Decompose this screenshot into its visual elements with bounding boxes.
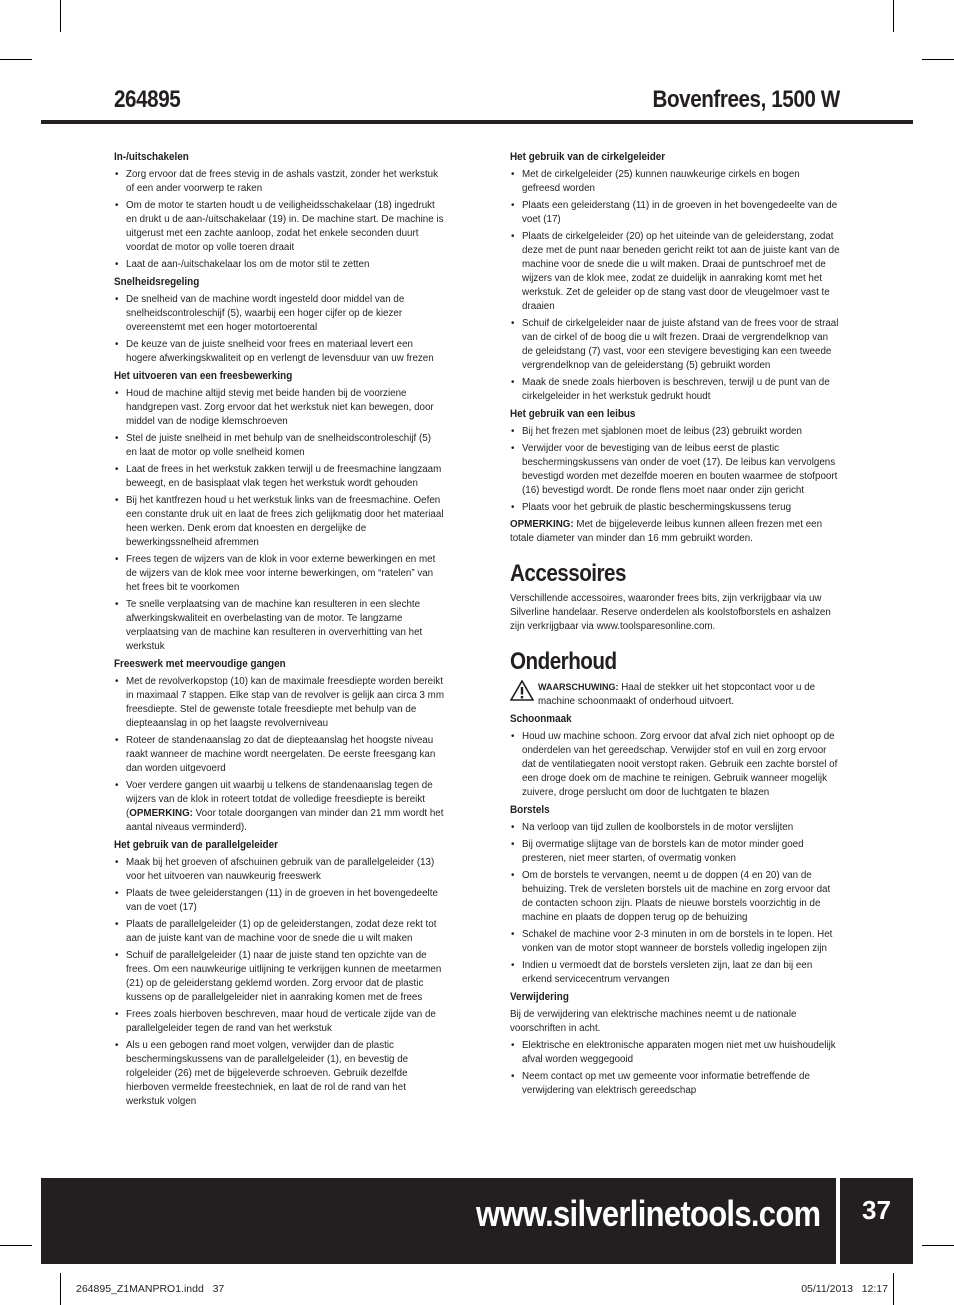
- section-heading: Snelheidsregeling: [114, 276, 200, 288]
- note-text: Met de bijgeleverde leibus kunnen alleen frezen met een totale diameter van minder dan 16 mm gebruikt worden.: [510, 519, 823, 544]
- list-item-text: Voer verdere gangen uit waarbij u telkens de standenaanslag tegen de wijzers van de klok in roteert totdat de volledige freesdiepte is bereikt (: [126, 780, 433, 819]
- page-number: 37: [862, 1195, 891, 1225]
- list-item: • Houd uw machine schoon. Zorg ervoor dat afval zich niet ophoopt op de onderdelen van het gereedschap. Verwijder stof en vuil en zorg ervoor dat de ventilatiegaten nooit verstopt raken. Gebruik een zachte borstel of een droge doek om de machine te reinigen. Gebruik wanneer mogelijk zuivere, droge perslucht om door de luchtgaten te blazen: [510, 730, 840, 800]
- warning-box: [510, 680, 840, 709]
- list-item: • Schakel de machine voor 2-3 minuten in om de borstels in te lopen. Het vonken van de motor stopt wanneer de borstels volledig ingelopen zijn: [510, 928, 840, 956]
- bullet-list: [510, 821, 840, 987]
- note-paragraph: [510, 518, 840, 546]
- accessoires-text: Verschillende accessoires, waaronder frees bits, zijn verkrijgbaar via uw Silverline handelaar. Reserve onderdelen als koolstofborstels en ashalzen zijn verkrijgbaar via www.toolsparesonline.com.: [510, 593, 831, 632]
- list-item-text: Voor totale doorgangen van minder dan 21 mm wordt het aantal niveaus verminderd).: [126, 808, 444, 833]
- list-item: • Bij het frezen met sjablonen moet de leibus (23) gebruikt worden: [510, 425, 840, 439]
- list-item: • Stel de juiste snelheid in met behulp van de snelheidscontroleschijf (5) en laat de motor op volle snelheid komen: [114, 432, 444, 460]
- list-item: • Met de revolverkopstop (10) kan de maximale freesdiepte worden bereikt in maximaal 7 stappen. Elke stap van de revolver is gelijk aan circa 3 mm freesdiepte. Stel de gewenste totale freesdiepte met behulp van de diepteaanslag in op het laagste revolverniveau: [114, 675, 444, 731]
- footer-bar: [41, 1178, 836, 1264]
- list-item: • Neem contact op met uw gemeente voor informatie betreffende de verwijdering van elektrisch gereedschap: [510, 1070, 840, 1098]
- list-item: • Plaats de twee geleiderstangen (11) in de groeven in het bovengedeelte van de voet (17): [114, 887, 444, 915]
- crop-mark: [60, 1273, 61, 1305]
- list-item: • Houd de machine altijd stevig met beide handen bij de voorziene handgrepen vast. Zorg ervoor dat het werkstuk niet kan bewegen, door middel van de nodige klemschroeven: [114, 387, 444, 429]
- onderhoud-heading: Onderhoud: [510, 648, 617, 675]
- list-item: • Verwijder voor de bevestiging van de leibus eerst de plastic beschermingskussens van onder de voet (17). De leibus kan vervolgens bevestigd worden met dezelfde moeren en bouten waarmee de stofpoort (16) bevestigd wordt. De ronde flens moet naar onder zijn gericht: [510, 442, 840, 498]
- list-item: • Schuif de cirkelgeleider naar de juiste afstand van de frees voor de straal van de cirkel of de boog die u wilt frezen. Draai de vergrendelknop van de geleidstang (7) vast, voor een stevigere bevestiging kan een tweede vergrendelknop van de geleiderstang (5) gebruikt worden: [510, 317, 840, 373]
- list-item: • Frees tegen de wijzers van de klok in voor externe bewerkingen en met de wijzers van de klok mee voor interne bewerkingen, om “ratelen” van het frees bit te voorkomen: [114, 553, 444, 595]
- product-code: 264895: [114, 86, 181, 113]
- bullet-list: [510, 168, 840, 404]
- list-item: • Plaats een geleiderstang (11) in de groeven in het bovengedeelte van de voet (17): [510, 199, 840, 227]
- note-label: OPMERKING:: [510, 519, 574, 530]
- crop-mark: [893, 0, 894, 32]
- list-item: • Als u een gebogen rand moet volgen, verwijder dan de plastic beschermingskussens van de parallelgeleider (1), en bevestig de rolgeleider (26) met de bijgeleverde schroeven. Gebruik dezelfde hierboven vermelde freestechniek, en laat de rol de rand van het werkstuk volgen: [114, 1039, 444, 1109]
- right-column: [510, 150, 840, 1101]
- bullet-list: [114, 387, 444, 654]
- crop-mark: [922, 1245, 954, 1246]
- bullet-list: [114, 168, 444, 272]
- bullet-list: [114, 293, 444, 366]
- section-heading: Het gebruik van de parallelgeleider: [114, 839, 278, 851]
- warning-label: WAARSCHUWING:: [538, 682, 619, 692]
- page-title: Bovenfrees, 1500 W: [652, 86, 840, 113]
- bullet-list: [114, 675, 444, 835]
- list-item: • Om de motor te starten houdt u de veiligheidsschakelaar (18) ingedrukt en drukt u de aan-/uitschakelaar (19) in. De machine start. De machine is uitgerust met een zachte aanloop, zodat het enkele seconden duurt voordat de motor op volle toeren draait: [114, 199, 444, 255]
- page-number-box: [840, 1178, 913, 1264]
- warning-text: Haal de stekker uit het stopcontact voor u de machine schoonmaakt of onderhoud uitvoert.: [538, 682, 816, 707]
- list-item: • Elektrische en elektronische apparaten mogen niet met uw huishoudelijk afval worden weggegooid: [510, 1039, 840, 1067]
- website-link[interactable]: www.silverlinetools.com: [475, 1193, 820, 1234]
- list-item: • Plaats voor het gebruik de plastic beschermingskussens terug: [510, 501, 840, 515]
- crop-mark: [60, 0, 61, 32]
- crop-mark: [0, 59, 32, 60]
- accessoires-heading: Accessoires: [510, 560, 626, 587]
- bullet-list: [510, 730, 840, 800]
- list-item: • De keuze van de juiste snelheid voor frees en materiaal levert een hogere afwerkingskwaliteit op en verlengt de levensduur van uw frezen: [114, 338, 444, 366]
- list-item: • Om de borstels te vervangen, neemt u de doppen (4 en 20) van de behuizing. Trek de versleten borstels uit de machine en zorg ervoor dat de contacten schoon zijn. Plaats de nieuwe borstels voorzichtig in de machine en plaats de doppen terug op de behuizing: [510, 869, 840, 925]
- list-item: • Na verloop van tijd zullen de koolborstels in de motor verslijten: [510, 821, 840, 835]
- section-heading: Het uitvoeren van een freesbewerking: [114, 370, 293, 382]
- verwijdering-text: Bij de verwijdering van elektrische machines neemt u de nationale voorschriften in acht.: [510, 1009, 797, 1034]
- bullet-list: [114, 856, 444, 1109]
- list-item: • Schuif de parallelgeleider (1) naar de juiste stand ten opzichte van de frees. Om een nauwkeurige uitlijning te verkrijgen kunnen de meetarmen (21) op de geleiderstang geklemd worden. Zorg ervoor dat de plastic kussens op de parallelgeleider niet in aanraking komen met de frees: [114, 949, 444, 1005]
- list-item: • Maak de snede zoals hierboven is beschreven, terwijl u de punt van de cirkelgeleider in het werkstuk gedrukt houdt: [510, 376, 840, 404]
- bullet-list: [510, 1039, 840, 1098]
- list-item: • Laat de frees in het werkstuk zakken terwijl u de freesmachine langzaam beweegt, en de basisplaat vlak tegen het werkstuk wordt gehouden: [114, 463, 444, 491]
- section-heading: Het gebruik van de cirkelgeleider: [510, 151, 666, 163]
- note-label: OPMERKING:: [129, 808, 193, 819]
- list-item: • Indien u vermoedt dat de borstels versleten zijn, laat ze dan bij een erkend servicecentrum vervangen: [510, 959, 840, 987]
- list-item: • Met de cirkelgeleider (25) kunnen nauwkeurige cirkels en bogen gefreesd worden: [510, 168, 840, 196]
- list-item: • Plaats de cirkelgeleider (20) op het uiteinde van de geleiderstang, zodat deze met de punt naar beneden gericht reikt tot aan de juiste kant van de machine voor de snede die u wilt maken. Draai de puntschroef met de wijzers van de klok mee, zodat ze duidelijk in aanraking komt met het werkstuk. Zet de geleider op de stang vast door de vleugelmoer vast te draaien: [510, 230, 840, 314]
- section-heading: Schoonmaak: [510, 713, 572, 725]
- section-heading: Freeswerk met meervoudige gangen: [114, 658, 286, 670]
- header-rule: [41, 120, 913, 124]
- section-heading: Verwijdering: [510, 991, 569, 1003]
- list-item: • Frees zoals hierboven beschreven, maar houd de verticale zijde van de parallelgeleider tegen de rand van het werkstuk: [114, 1008, 444, 1036]
- list-item: • Bij het kantfrezen houd u het werkstuk links van de freesmachine. Oefen een constante druk uit en laat de frees zich gelijkmatig door het materiaal heen werken. Denk erom dat knoesten en dergelijke de bewerkingssnelheid afremmen: [114, 494, 444, 550]
- section-heading: In-/uitschakelen: [114, 151, 189, 163]
- list-item: • Roteer de standenaanslag zo dat de diepteaanslag het hoogste niveau raakt wanneer de machine wordt neergelaten. De eerste freesgang kan dan worden uitgevoerd: [114, 734, 444, 776]
- list-item: • De snelheid van de machine wordt ingesteld door middel van de snelheidscontroleschijf (5), waarbij een hoger cijfer op de kiezer overeenstemt met een hoger motortoerental: [114, 293, 444, 335]
- list-item: [114, 779, 444, 835]
- crop-mark: [0, 1245, 32, 1246]
- bullet-list: [510, 425, 840, 515]
- list-item: • Plaats de parallelgeleider (1) op de geleiderstangen, zodat deze rekt tot aan de juiste kant van de machine voor de snede die u wilt maken: [114, 918, 444, 946]
- section-heading: Het gebruik van een leibus: [510, 408, 636, 420]
- crop-mark: [893, 1273, 894, 1305]
- list-item: • Zorg ervoor dat de frees stevig in de ashals vastzit, zonder het werkstuk of een ander voorwerp te raken: [114, 168, 444, 196]
- list-item: • Laat de aan-/uitschakelaar los om de motor stil te zetten: [114, 258, 444, 272]
- list-item: • Bij overmatige slijtage van de borstels kan de motor minder goed presteren, niet meer starten, of overmatig vonken: [510, 838, 840, 866]
- crop-mark: [922, 59, 954, 60]
- left-column: [114, 150, 444, 1112]
- list-item: • Te snelle verplaatsing van de machine kan resulteren in een slechte afwerkingskwaliteit en overbelasting van de motor. Te langzame verplaatsing van de machine kan resulteren in oververhitting van het werkstuk: [114, 598, 444, 654]
- warning-triangle-icon: [510, 680, 534, 706]
- section-heading: Borstels: [510, 804, 550, 816]
- file-slug: 264895_Z1MANPRO1.indd 37: [76, 1283, 225, 1295]
- list-item: • Maak bij het groeven of afschuinen gebruik van de parallelgeleider (13) voor het uitvoeren van nauwkeurig freeswerk: [114, 856, 444, 884]
- date-slug: 05/11/2013 12:17: [801, 1283, 888, 1295]
